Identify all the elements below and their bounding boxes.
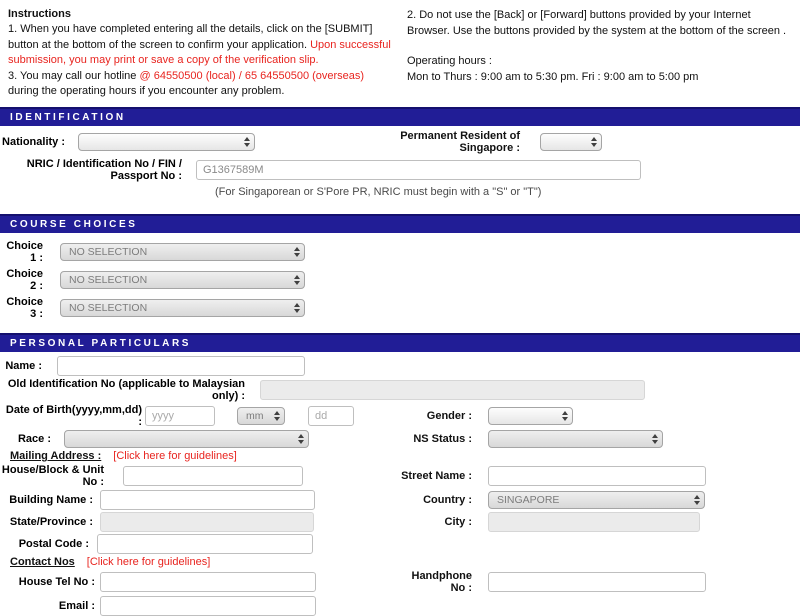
instruction-1-highlight: Upon successful submission, you may print or save a copy of the verification slip. — [8, 38, 391, 67]
mailing-address-label: Mailing Address : — [10, 450, 102, 463]
identification-header-label: IDENTIFICATION — [10, 112, 126, 124]
name-input[interactable] — [57, 356, 305, 376]
instructions-right-column — [407, 8, 790, 100]
choice-1-select-value: NO SELECTION — [69, 246, 148, 259]
country-select[interactable] — [488, 491, 705, 509]
dob-month-select-value: mm — [246, 410, 264, 423]
select-arrows-icon — [244, 137, 250, 147]
state-city-row — [0, 512, 800, 532]
old-id-input — [260, 380, 645, 400]
choice-3-select-value: NO SELECTION — [69, 302, 148, 315]
street-name-input[interactable] — [488, 466, 706, 486]
course-choices-section — [0, 233, 800, 333]
nationality-row — [0, 130, 800, 154]
nationality-label: Nationality : — [2, 136, 65, 149]
instructions-section — [0, 0, 800, 107]
building-name-label: Building Name : — [9, 494, 93, 507]
city-label: City : — [444, 516, 472, 529]
operating-hours-value: Mon to Thurs : 9:00 am to 5:30 pm. Fri : 9:00 am to 5:00 pm — [407, 70, 699, 83]
instruction-3-prefix: 3. You may call our hotline — [8, 69, 140, 82]
handphone-input[interactable] — [488, 572, 706, 592]
dob-label: Date of Birth(yyyy,mm,dd) : — [5, 404, 142, 429]
country-label: Country : — [423, 494, 472, 507]
personal-particulars-header-label: PERSONAL PARTICULARS — [10, 338, 192, 350]
instructions-left-column — [8, 8, 391, 100]
house-tel-label: House Tel No : — [18, 576, 95, 589]
mailing-guidelines-link[interactable]: [Click here for guidelines] — [113, 450, 237, 463]
instruction-3-hotline: @ 64550500 (local) / 65 64550500 (overseas) — [139, 69, 365, 82]
nric-label: NRIC / Identification No / FIN / Passport No : — [26, 158, 182, 183]
select-arrows-icon — [652, 434, 658, 444]
email-label: Email : — [58, 600, 95, 613]
nric-note: (For Singaporean or S'Pore PR, NRIC must begin with a "S" or "T") — [215, 186, 542, 199]
choice-1-label: Choice 1 : — [6, 240, 43, 265]
course-choices-section-header — [0, 214, 800, 233]
country-select-value: SINGAPORE — [497, 494, 560, 507]
operating-hours-label: Operating hours : — [407, 55, 492, 68]
select-arrows-icon — [298, 434, 304, 444]
city-input — [488, 512, 700, 532]
choice-3-select[interactable] — [60, 299, 305, 317]
mailing-address-row — [0, 450, 800, 462]
contact-nos-label: Contact Nos — [10, 556, 75, 569]
state-province-input — [100, 512, 314, 532]
name-label: Name : — [5, 360, 42, 373]
select-arrows-icon — [562, 411, 568, 421]
personal-particulars-section — [0, 352, 800, 616]
choice-1-select[interactable] — [60, 243, 305, 261]
identification-section — [0, 130, 800, 214]
email-row — [0, 596, 800, 616]
nric-input[interactable] — [196, 160, 641, 180]
dob-year-input[interactable] — [145, 406, 215, 426]
name-row — [0, 356, 800, 376]
email-input[interactable] — [100, 596, 316, 616]
nationality-select[interactable] — [78, 133, 255, 151]
street-name-label: Street Name : — [401, 470, 472, 483]
race-select[interactable] — [64, 430, 309, 448]
dob-day-input[interactable] — [308, 406, 354, 426]
choice-2-select[interactable] — [60, 271, 305, 289]
house-block-label: House/Block & Unit No : — [1, 464, 104, 489]
instruction-item-3 — [8, 69, 391, 100]
old-id-label: Old Identification No (applicable to Malaysian only) : — [7, 378, 245, 403]
select-arrows-icon — [294, 275, 300, 285]
old-id-row — [0, 378, 800, 402]
contact-nos-row — [0, 556, 800, 568]
instruction-3-suffix: during the operating hours if you encounter any problem. — [8, 85, 285, 98]
course-choices-header-label: COURSE CHOICES — [10, 219, 138, 231]
race-label: Race : — [17, 433, 51, 446]
choice-3-row — [0, 296, 800, 320]
instruction-item-1 — [8, 22, 391, 69]
select-arrows-icon — [274, 411, 280, 421]
ns-status-select[interactable] — [488, 430, 663, 448]
select-arrows-icon — [694, 495, 700, 505]
state-province-label: State/Province : — [9, 516, 93, 529]
building-name-input[interactable] — [100, 490, 315, 510]
house-street-row — [0, 464, 800, 488]
nric-row — [0, 158, 800, 182]
handphone-label: Handphone No : — [411, 570, 472, 595]
choice-1-row — [0, 240, 800, 264]
race-ns-row — [0, 430, 800, 448]
identification-section-header — [0, 107, 800, 126]
instruction-1-text: 1. When you have completed entering all the details, click on the [SUBMIT] button at the bottom of the screen to confirm your application. — [8, 23, 373, 51]
choice-3-label: Choice 3 : — [6, 296, 43, 321]
select-arrows-icon — [294, 303, 300, 313]
tel-handphone-row — [0, 570, 800, 594]
pr-singapore-select[interactable] — [540, 133, 602, 151]
select-arrows-icon — [294, 247, 300, 257]
select-arrows-icon — [591, 137, 597, 147]
postal-code-label: Postal Code : — [18, 538, 89, 551]
postal-code-row — [0, 534, 800, 554]
house-tel-input[interactable] — [100, 572, 316, 592]
instructions-title: Instructions — [8, 8, 71, 20]
instruction-item-2: 2. Do not use the [Back] or [Forward] buttons provided by your Internet Browser. Use the buttons provided by the system at the bottom of the screen . — [407, 9, 787, 37]
gender-label: Gender : — [426, 410, 472, 423]
building-country-row — [0, 490, 800, 510]
personal-particulars-section-header — [0, 333, 800, 352]
contact-guidelines-link[interactable]: [Click here for guidelines] — [86, 556, 211, 569]
postal-code-input[interactable] — [97, 534, 313, 554]
gender-select[interactable] — [488, 407, 573, 425]
choice-2-row — [0, 268, 800, 292]
ns-status-label: NS Status : — [413, 433, 472, 446]
dob-gender-row — [0, 404, 800, 428]
pr-singapore-label: Permanent Resident of Singapore : — [400, 130, 520, 155]
choice-2-select-value: NO SELECTION — [69, 274, 148, 287]
house-block-input[interactable] — [123, 466, 303, 486]
dob-month-select[interactable] — [237, 407, 285, 425]
choice-2-label: Choice 2 : — [6, 268, 43, 293]
